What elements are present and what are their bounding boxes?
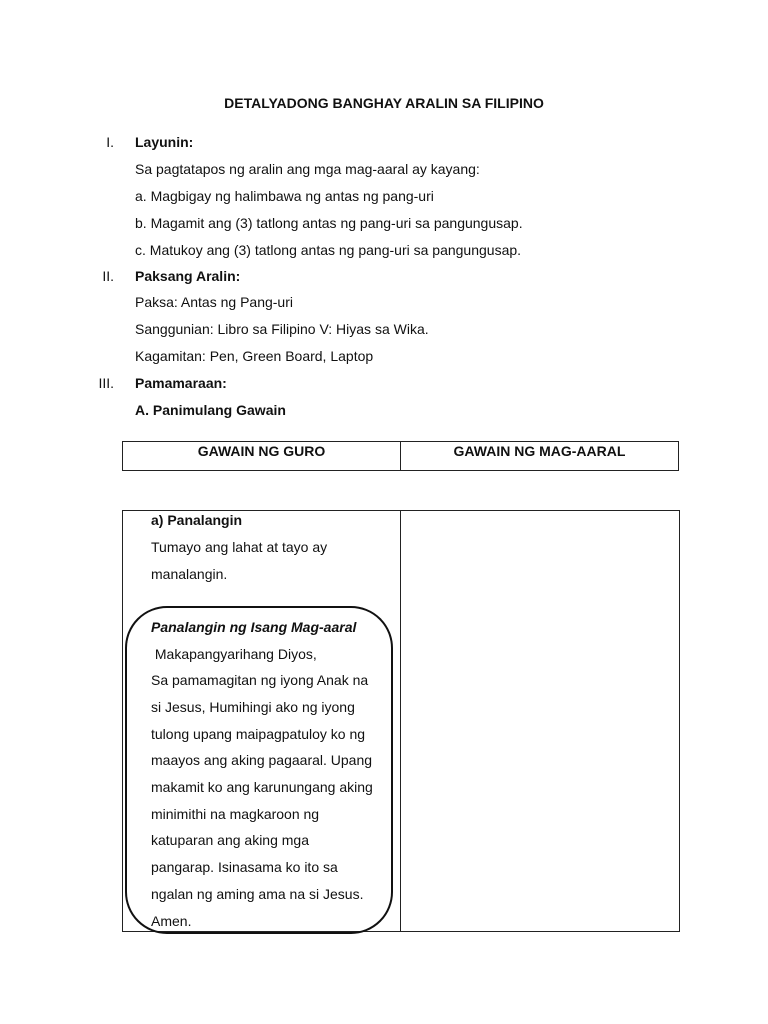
activity-label: a) Panalangin [151,512,243,528]
section-heading-paksang-aralin: Paksang Aralin: [135,268,241,284]
prayer-line: maayos ang aking pagaaral. Upang [151,752,373,768]
section-heading-layunin: Layunin: [135,134,194,150]
section-numeral: II. [102,268,114,284]
objective-b: b. Magamit ang (3) tatlong antas ng pang-uri sa pangungusap. [135,215,523,231]
objective-c: c. Matukoy ang (3) tatlong antas ng pang-uri sa pangungusap. [135,242,522,258]
activity-header-table [122,441,679,471]
instruction-line: Tumayo ang lahat at tayo ay [151,539,328,555]
kagamitan-line: Kagamitan: Pen, Green Board, Laptop [135,348,374,364]
document-title: DETALYADONG BANGHAY ARALIN SA FILIPINO [224,95,544,111]
column-divider [400,510,401,931]
prayer-title: Panalangin ng Isang Mag-aaral [151,619,357,635]
instruction-line: manalangin. [151,566,228,582]
prayer-line: katuparan ang aking mga [151,832,309,848]
body-line: Sa pagtatapos ng aralin ang mga mag-aaral ay kayang: [135,161,480,177]
section-numeral: I. [106,134,114,150]
prayer-line: Amen. [151,913,192,929]
sanggunian-line: Sanggunian: Libro sa Filipino V: Hiyas sa Wika. [135,321,429,337]
prayer-line: tulong upang maipagpatuloy ko ng [151,726,366,742]
prayer-line: minimithi na magkaroon ng [151,806,320,822]
prayer-line: Makapangyarihang Diyos, [151,646,317,662]
section-numeral: III. [98,375,114,391]
prayer-line: Sa pamamagitan ng iyong Anak na [151,672,369,688]
column-header-mag-aaral: GAWAIN NG MAG-AARAL [401,442,679,471]
column-header-guro: GAWAIN NG GURO [123,442,401,471]
prayer-line: ngalan ng aming ama na si Jesus. [151,886,364,902]
prayer-line: si Jesus, Humihingi ako ng iyong [151,699,355,715]
paksa-line: Paksa: Antas ng Pang-uri [135,294,293,310]
prayer-line: makamit ko ang karunungang aking [151,779,373,795]
subheading-panimulang-gawain: A. Panimulang Gawain [135,402,286,418]
prayer-line: pangarap. Isinasama ko ito sa [151,859,338,875]
objective-a: a. Magbigay ng halimbawa ng antas ng pang-uri [135,188,434,204]
section-heading-pamamaraan: Pamamaraan: [135,375,227,391]
